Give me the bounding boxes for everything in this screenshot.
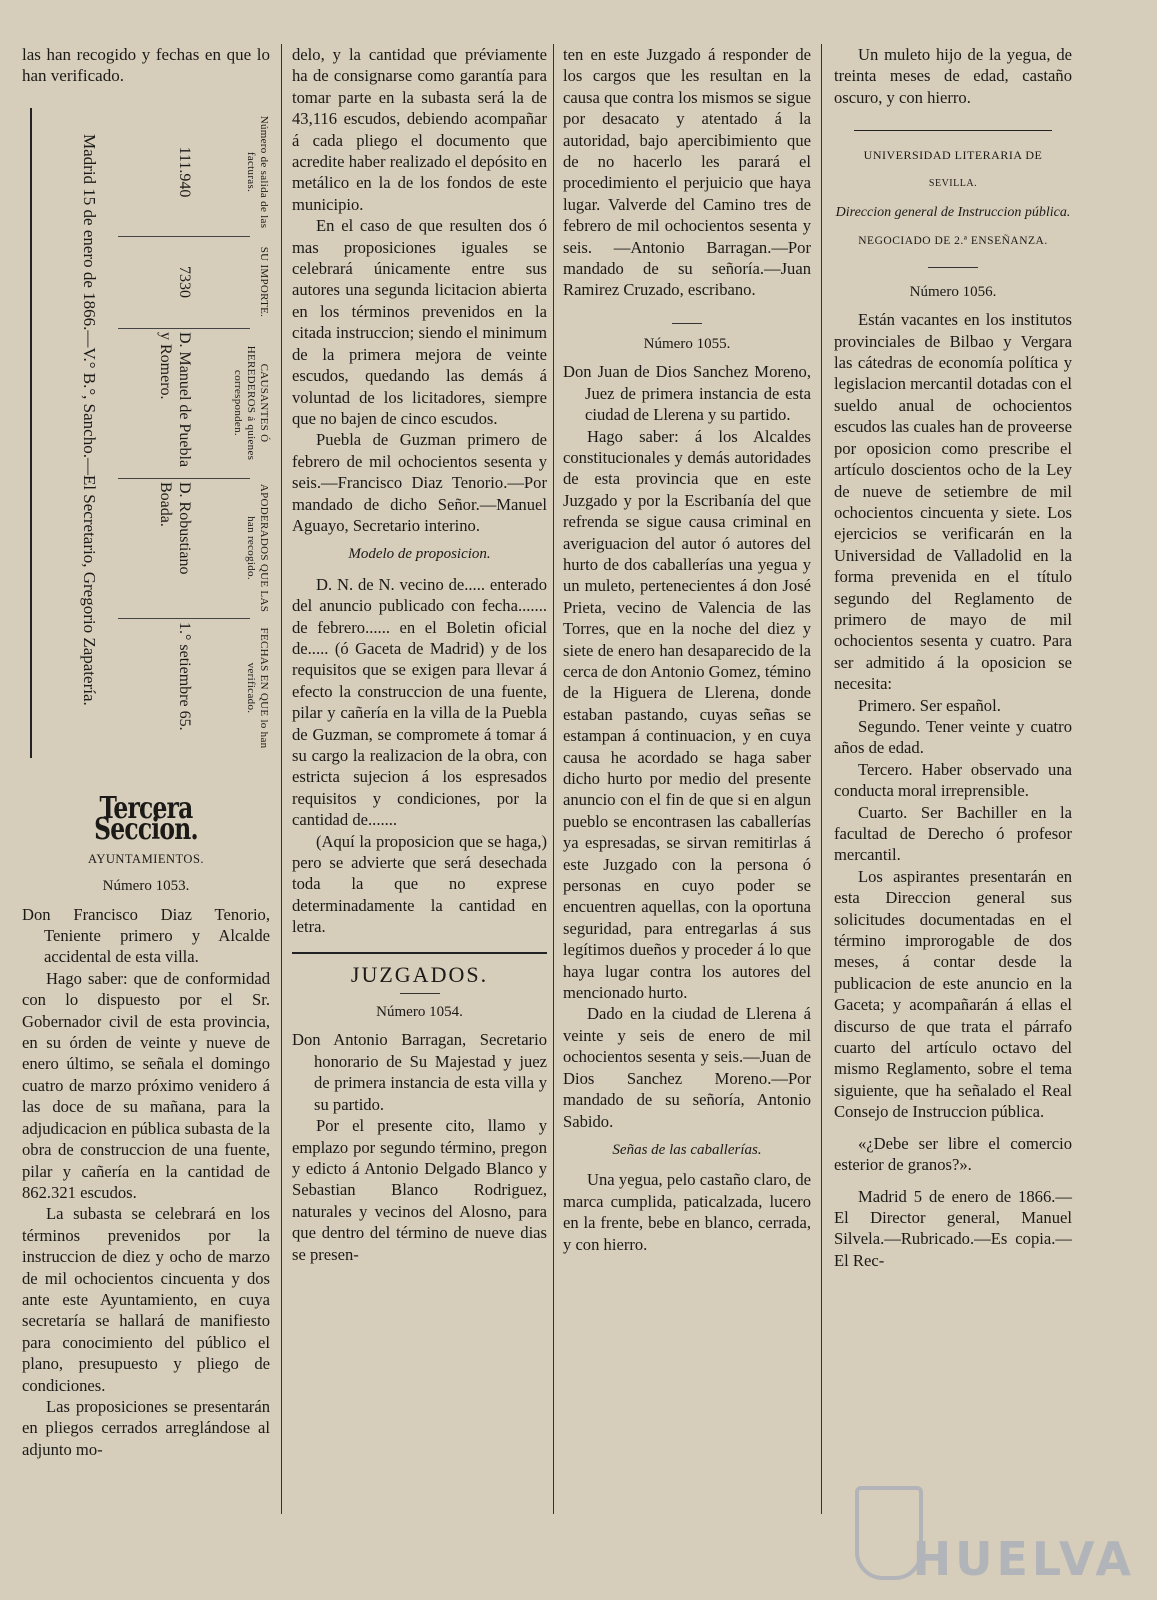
paragraph: Puebla de Guzman primero de febrero de mil ochocientos sesenta y seis.—Francisco Diaz Tenorio.—Por mandado de dicho Señor.—Manuel Aguayo, Secretario interino. [292, 430, 547, 535]
paragraph: Dado en la ciudad de Llerena á veinte y seis de enero de mil ochocientos sesenta y seis.—Juan de Dios Sanchez Moreno.—Por mandado de su señoría, Antonio Sabido. [563, 1004, 811, 1131]
divider [928, 267, 978, 268]
divider [854, 130, 1052, 131]
table-header-numero: Número de salida de las facturas. [245, 115, 270, 229]
column-4 [834, 44, 1072, 1271]
heading-universidad: UNIVERSIDAD LITERARIA DE [863, 148, 1043, 163]
notice-number: Número 1056. [909, 283, 997, 300]
table-header-apoderados: APODERADOS QUE LAS han recogido. [245, 483, 270, 613]
paragraph: Las proposiciones se presentarán en pliegos cerrados arreglándose al adjunto mo- [22, 1396, 270, 1459]
column-rule [281, 44, 282, 1514]
divider [292, 952, 547, 954]
paragraph: En el caso de que resulten dos ó mas proposiciones iguales se celebrará únicamente entre sus autores una segunda licitacion abierta en los términos prevenidos en la citada instruccion; siendo el minimum de la primera mejora de veinte escudos, quedando las demás á voluntad de los licitadores, siempre que no bajen de cinco escudos. [292, 216, 547, 428]
notice-number: Número 1053. [102, 878, 190, 895]
heading-negociado: NEGOCIADO DE 2.ª ENSEÑANZA. [858, 235, 1048, 248]
paragraph: Hago saber: á los Alcaldes constitucionales y demás autoridades de esta provincia que en este Juzgado y por la Escribanía del que refrenda se sigue causa criminal en averiguacion del autor ó autores del hurto de dos caballerías una yegua y un muleto, pertenecientes á don José Prieta, vecino de Valencia de las Torres, que en la noche del diez y siete de enero han desaparecido de la cerca de don Antonio Gomez, témino de la Higuera de Llerena, donde estaban pastando, cuyas señas se estampan á continuacion, y en cuya causa he acordado se haga saber dicho hurto por medio del presente anuncio con el fin de que si en algun pueblo se encontrasen las caballerías ya espresadas, se sirvan remitirlas á este Juzgado con la persona ó personas en cuyo poder se encuentren aquellas, con la oportuna seguridad, para entregarlas á sus legítimos dueños y proceder á lo que haya lugar contra los autores del mencionado hurto. [563, 426, 811, 1003]
table-header-causantes: CAUSANTES Ó HEREDEROS á quienes corresponden. [232, 345, 270, 461]
table-header-fechas: FECHAS EN QUE lo han verificado. [245, 627, 270, 749]
requirement: Primero. Ser español. [858, 695, 1001, 715]
table-cell: 1.° setiembre 65. [176, 622, 193, 731]
subheading: Modelo de proposicion. [348, 546, 491, 563]
notice-heading: Don Francisco Diaz Tenorio, Teniente primero y Alcalde accidental de esta villa. [22, 904, 270, 967]
requirement: Tercero. Haber observado una conducta moral irreprensible. [834, 759, 1072, 801]
notice-number: Número 1054. [376, 1004, 463, 1021]
heading-sevilla: SEVILLA. [928, 177, 978, 189]
table-cell: D. Robustiano Boada. [157, 482, 193, 575]
table-cell: D. Manuel de Puebla y Romero. [157, 332, 193, 468]
paragraph: La subasta se celebrará en los términos prevenidos por la instruccion de diez y ocho de marzo de mil ochocientos cincuenta y dos ante este Ayuntamiento, en cuya secretaría se hallará de manifiesto para conocimiento del público el plano, presupuesto y pliego de condiciones. [22, 1204, 270, 1395]
section-title: Tercera Seccion. [94, 791, 198, 848]
requirement: Segundo. Tener veinte y cuatro años de edad. [834, 716, 1072, 758]
factura-table [22, 108, 270, 758]
notice-heading: Don Antonio Barragan, Secretario honorario de Su Majestad y juez de primera instancia de esta villa y su partido. [292, 1030, 547, 1114]
column-1-lower [22, 792, 270, 1460]
paragraph: Los aspirantes presentarán en esta Direccion general sus solicitudes documentadas en el término improrogable de dos meses, á contar desde la publicacion de este anuncio en la Gaceta; y acompañarán á ellas el discurso de que trata el párrafo cuarto del artículo octavo del mismo Reglamento, sobre el tema siguiente, que ha señalado el Real Consejo de Instruccion pública. [834, 866, 1072, 1122]
paragraph: Una yegua, pelo castaño claro, de marca cumplida, paticalzada, lucero en la frente, bebe en blanco, cerrada, y con hierro. [563, 1170, 811, 1254]
column-rule [553, 44, 554, 1514]
quote-tema: «¿Debe ser libre el comercio esterior de granos?». [834, 1133, 1072, 1175]
column-2 [292, 44, 547, 1265]
divider [400, 993, 440, 994]
paragraph: (Aquí la proposicion que se haga,) pero se advierte que será desechada toda la que no exprese determinadamente la cantidad en letra. [292, 831, 547, 937]
column-rule [821, 44, 822, 1514]
watermark-text: HUELVA [912, 1532, 1135, 1586]
paragraph: Madrid 5 de enero de 1866.—El Director general, Manuel Silvela.—Rubricado.—Es copia.—El Rec- [834, 1186, 1072, 1270]
paragraph: Hago saber: que de conformidad con lo dispuesto por el Sr. Gobernador civil de esta provincia, en su órden de veinte y nueve de enero último, se señala el domingo cuatro de marzo próximo venidero á las doce de su mañana, para la adjudicacion en pública subasta de la obra de construccion de una fuente, pilar y cañería en la cantidad de 862.321 escudos. [22, 968, 270, 1202]
section-title-juzgados: JUZGADOS. [350, 961, 489, 987]
subheading: Señas de las caballerías. [612, 1141, 762, 1158]
notice-number: Número 1055. [643, 335, 731, 352]
subsection-title: AYUNTAMIENTOS. [87, 851, 205, 866]
column-1 [22, 44, 270, 87]
table-header-importe: SU IMPORTE. [258, 246, 270, 318]
paragraph: Por el presente cito, llamo y emplazo por segundo término, pregon y edicto á Antonio Delgado Blanco y Sebastian Blanco Rodriguez, naturales y vecinos del Alosno, para que dentro del término de nueve dias se presen- [292, 1116, 547, 1264]
paragraph: Están vacantes en los institutos provinciales de Bilbao y Vergara las cátedras de economía política y legislacion mercantil dotadas con el sueldo anual de ochocientos escudos las cuales han de proveerse por oposicion como prescribe el artículo doscientos ocho de la Ley de nueve de setiembre de mil ochocientos cincuenta y siete. Los ejercicios se verificarán en la Universidad de Valladolid en la forma prevenida en el título segundo del Reglamento de primero de mayo de mil ochocientos sesenta y cuatro. Para ser admitido á la oposicion se necesita: [834, 310, 1072, 694]
requirement: Cuarto. Ser Bachiller en la facultad de Derecho ó profesor mercantil. [834, 802, 1072, 865]
paragraph: Un muleto hijo de la yegua, de treinta meses de edad, castaño oscuro, y con hierro. [834, 45, 1072, 107]
table-cell: 7330 [176, 266, 193, 298]
huelva-watermark [855, 1486, 1135, 1586]
heading-direccion: Direccion general de Instruccion pública. [835, 205, 1071, 221]
paragraph: D. N. de N. vecino de..... enterado del anuncio publicado con fecha....... de febrero...... en el Boletin oficial de..... (ó Gaceta de Madrid) y de los requisitos que se exigen para llevar á efecto la construccion de una fuente, pilar y cañería en la villa de la Puebla de Guzman, se compromete á tomar á su cargo la realizacion de la obra, con estricta sujecion á los espresados requisitos y condiciones, por la cantidad de....... [292, 574, 547, 830]
column-3 [563, 44, 811, 1255]
paragraph: ten en este Juzgado á responder de los cargos que les resultan en la causa que contra los mismos se sigue por desacato y atentado á la autoridad, bajo apercibimiento que de no hacerlo les parará el procedimiento el perjuicio que haya lugar. Valverde del Camino tres de febrero de mil ochocientos sesenta y seis. —Antonio Barragan.—Por mandado de su señoría.—Juan Ramirez Cruzado, escribano. [563, 45, 811, 300]
table-cell: 111.940 [176, 146, 193, 198]
notice-heading: Don Juan de Dios Sanchez Moreno, Juez de primera instancia de esta ciudad de Llerena y su partido. [563, 362, 811, 425]
continuation-text: las han recogido y fechas en que lo han verificado. [22, 45, 270, 86]
paragraph: delo, y la cantidad que préviamente ha de consignarse como garantía para tomar parte en la subasta será la de 43,116 escudos, debiendo acompañar á cada pliego el documento que acredite haber realizado el depósito en metálico en la de los fondos de este municipio. [292, 45, 547, 214]
table-footer: Madrid 15 de enero de 1866.—V.° B.°, Sancho.—El Secretario, Gregorio Zapatería. [80, 134, 99, 706]
divider [672, 323, 702, 324]
